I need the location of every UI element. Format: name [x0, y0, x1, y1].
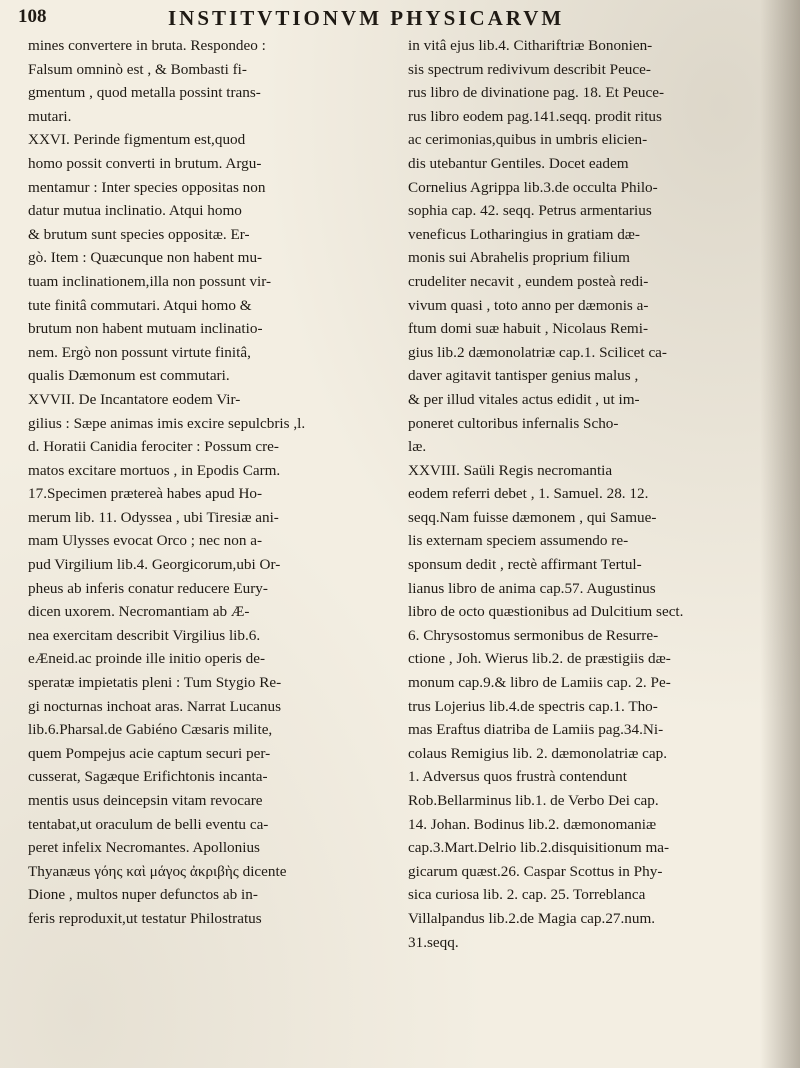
text-line: mas Eraftus diatriba de Lamiis pag.34.Ni- — [408, 721, 664, 739]
text-line: monis sui Abrahelis proprium filium — [408, 249, 630, 267]
text-line: XXVIII. Saüli Regis necromantia — [408, 461, 613, 479]
text-line: Cornelius Agrippa lib.3.de occulta Philo- — [408, 178, 658, 196]
text-line: rus libro de divinatione pag. 18. Et Peuce- — [408, 84, 665, 102]
text-line: trus Lojerius lib.4.de spectris cap.1. Tho- — [408, 697, 658, 715]
text-line: tute finitâ commutari. Atqui homo & — [28, 296, 252, 314]
text-line: dis utebantur Gentiles. Docet eadem — [408, 154, 629, 172]
text-line: mam Ulysses evocat Orco ; nec non a- — [28, 532, 263, 550]
text-line: d. Horatii Canidia ferociter : Possum cre- — [28, 438, 279, 456]
text-line: tuam inclinationem,illa non possunt vir- — [28, 272, 272, 290]
text-line: sis spectrum redivivum describit Peuce- — [408, 60, 651, 78]
text-line: sica curiosa lib. 2. cap. 25. Torreblanca — [408, 886, 646, 904]
text-line: monum cap.9.& libro de Lamiis cap. 2. Pe- — [408, 674, 671, 692]
text-line: mutari. — [28, 107, 72, 125]
text-line: daver agitavit tantisper genius malus , — [408, 367, 639, 385]
text-line: datur mutua inclinatio. Atqui homo — [28, 202, 242, 220]
text-line: mines convertere in bruta. Respondeo : — [28, 37, 266, 54]
text-line: gilius : Sæpe animas imis excire sepulcbris ,l. — [28, 414, 306, 432]
text-line: ftum domi suæ habuit , Nicolaus Remi- — [408, 320, 649, 338]
text-line: mentamur : Inter species oppositas non — [28, 178, 266, 196]
text-line: nem. Ergò non possunt virtute finitâ, — [28, 343, 251, 361]
text-line: 17.Specimen prætereà habes apud Ho- — [28, 485, 263, 503]
text-line: mentis usus deincepsin vitam revocare — [28, 792, 263, 809]
text-line: seqq.Nam fuisse dæmonem , qui Samue- — [408, 508, 657, 526]
text-line: gicarum quæst.26. Caspar Scottus in Phy- — [408, 862, 663, 880]
text-line: Thyanæus γόης καὶ μάγος ἀκριβὴς dicente — [28, 862, 287, 880]
text-line: crudeliter necavit , eundem posteà redi- — [408, 272, 649, 290]
text-line: tentabat,ut oraculum de belli eventu ca- — [28, 815, 269, 833]
text-line: lianus libro de anima cap.57. Augustinus — [408, 579, 656, 597]
text-line: læ. — [408, 438, 427, 456]
text-line: in vitâ ejus lib.4. Cithariftriæ Bononien- — [408, 37, 653, 54]
text-line: sophia cap. 42. seqq. Petrus armentarius — [408, 202, 652, 220]
left-column — [28, 34, 380, 931]
page-edge-shadow — [760, 0, 800, 1068]
text-line: gi nocturnas inchoat aras. Narrat Lucanus — [28, 697, 282, 715]
text-line: & brutum sunt species oppositæ. Er- — [28, 225, 250, 243]
right-column — [408, 34, 760, 954]
text-line: matos excitare mortuos , in Epodis Carm. — [28, 461, 281, 479]
text-line: 31.seqq. — [408, 933, 459, 951]
page-header — [18, 6, 748, 36]
text-line: dicen uxorem. Necromantiam ab Æ- — [28, 603, 250, 621]
page-number: 108 — [18, 6, 47, 27]
text-line: peret infelix Necromantes. Apollonius — [28, 839, 260, 857]
text-line: quem Pompejus acie captum securi per- — [28, 744, 271, 762]
text-line: cap.3.Mart.Delrio lib.2.disquisitionum ma- — [408, 839, 670, 857]
text-line: rus libro eodem pag.141.seqq. prodit ritus — [408, 107, 662, 125]
text-line: 14. Johan. Bodinus lib.2. dæmonomaniæ — [408, 815, 657, 833]
text-line: eodem referri debet , 1. Samuel. 28. 12. — [408, 485, 649, 503]
text-line: merum lib. 11. Odyssea , ubi Tiresiæ ani- — [28, 508, 279, 526]
text-line: lib.6.Pharsal.de Gabiéno Cæsaris milite, — [28, 721, 273, 739]
text-line: qualis Dæmonum est commutari. — [28, 367, 230, 385]
text-line: veneficus Lotharingius in gratiam dæ- — [408, 225, 640, 243]
text-line: ac cerimonias,quibus in umbris elicien- — [408, 131, 648, 149]
text-line: vivum quasi , toto anno per dæmonis a- — [408, 296, 649, 314]
text-line: XVVII. De Incantatore eodem Vir- — [28, 390, 241, 408]
text-line: Falsum omninò est , & Bombasti fi- — [28, 60, 247, 78]
text-line: Dione , multos nuper defunctos ab in- — [28, 886, 258, 904]
text-line: feris reproduxit,ut testatur Philostratus — [28, 909, 262, 927]
text-line: poneret cultoribus infernalis Scho- — [408, 414, 619, 432]
text-line: speratæ impietatis pleni : Tum Stygio Re- — [28, 674, 282, 692]
running-title: INSTITVTIONVM PHYSICARVM — [168, 6, 565, 30]
text-line: 6. Chrysostomus sermonibus de Resurre- — [408, 626, 659, 644]
text-line: ctione , Joh. Wierus lib.2. de præstigiis dæ- — [408, 650, 671, 668]
text-line: cusserat, Sagæque Erifichtonis incanta- — [28, 768, 268, 786]
text-line: brutum non habent mutuam inclinatio- — [28, 320, 263, 338]
text-line: gius lib.2 dæmonolatriæ cap.1. Scilicet ca- — [408, 343, 667, 361]
text-line: libro de octo quæstionibus ad Dulcitium sect. — [408, 603, 684, 621]
text-line: gmentum , quod metalla possint trans- — [28, 84, 261, 102]
text-line: nea exercitam describit Virgilius lib.6. — [28, 626, 261, 644]
text-line: gò. Item : Quæcunque non habent mu- — [28, 249, 263, 267]
text-line: Villalpandus lib.2.de Magia cap.27.num. — [408, 909, 656, 927]
text-line: lis externam speciem assumendo re- — [408, 532, 629, 550]
text-line: XXVI. Perinde figmentum est,quod — [28, 131, 246, 149]
text-line: Rob.Bellarminus lib.1. de Verbo Dei cap. — [408, 792, 659, 809]
text-line: 1. Adversus quos frustrà contendunt — [408, 768, 627, 786]
text-line: & per illud vitales actus edidit , ut im- — [408, 390, 640, 408]
text-line: pheus ab inferis conatur reducere Eury- — [28, 579, 268, 597]
text-line: pud Virgilium lib.4. Georgicorum,ubi Or- — [28, 556, 281, 574]
text-line: eÆneid.ac proinde ille initio operis de- — [28, 650, 266, 668]
text-line: sponsum dedit , rectè affirmant Tertul- — [408, 556, 642, 574]
text-line: homo possit converti in brutum. Argu- — [28, 154, 262, 172]
text-line: colaus Remigius lib. 2. dæmonolatriæ cap. — [408, 744, 668, 762]
